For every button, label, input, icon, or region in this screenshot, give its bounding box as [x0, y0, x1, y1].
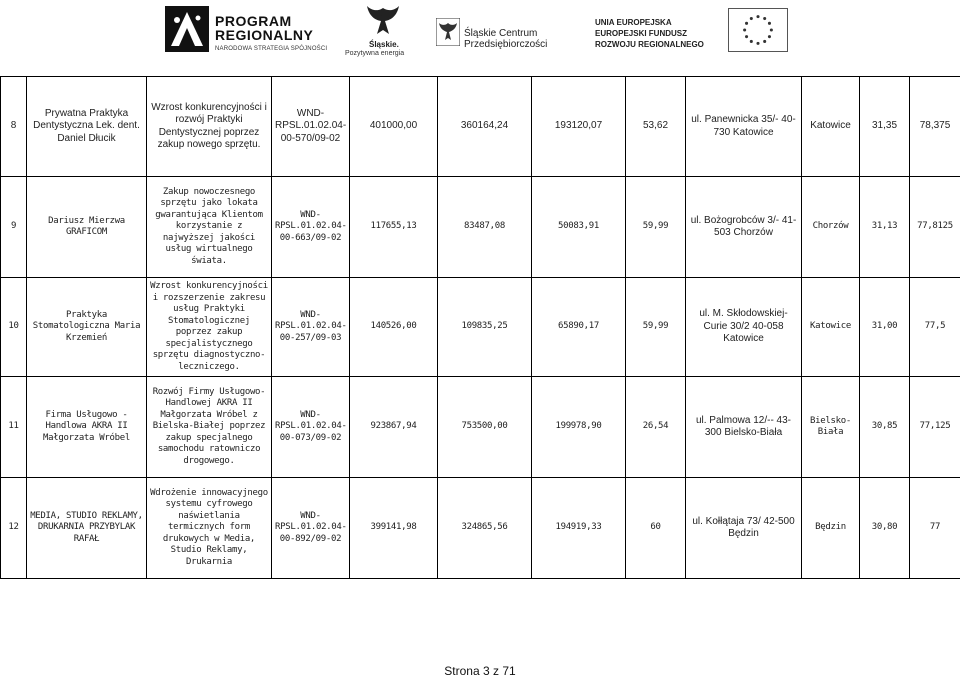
- total-cost-cell: 117655,13: [350, 177, 438, 278]
- ue-logo-line3: ROZWOJU REGIONALNEGO: [595, 40, 704, 49]
- subsidy-amount-cell: 50083,91: [532, 177, 626, 278]
- program-logo-line3: NARODOWA STRATEGIA SPÓJNOŚCI: [215, 46, 328, 52]
- subsidy-amount-cell: 199978,90: [532, 377, 626, 478]
- score-cell: 78,375: [910, 77, 960, 177]
- subsidy-percent-cell: 59,99: [626, 278, 686, 377]
- eligible-cost-cell: 360164,24: [438, 77, 532, 177]
- application-number-cell: WND-RPSL.01.02.04-00-892/09-02: [272, 478, 350, 579]
- subsidy-percent-cell: 59,99: [626, 177, 686, 278]
- project-title-cell: Wzrost konkurencyjności i rozszerzenie zakresu usług Praktyki Stomatologicznej poprzez zakup specjalistycznego sprzętu diagnostyczno-leczniczego.: [147, 278, 272, 377]
- subsidy-amount-cell: 194919,33: [532, 478, 626, 579]
- slaskie-logo-line1: Śląskie.: [369, 40, 399, 49]
- points-cell: 30,80: [860, 478, 910, 579]
- city-cell: Katowice: [802, 77, 860, 177]
- program-regionalny-logo: [165, 4, 328, 56]
- program-regionalny-emblem-icon: [165, 6, 209, 52]
- eu-flag-icon: [728, 8, 788, 52]
- slaskie-logo: [345, 4, 425, 56]
- row-number-cell: 8: [1, 77, 27, 177]
- address-cell: ul. Panewnicka 35/- 40-730 Katowice: [686, 77, 802, 177]
- eligible-cost-cell: 109835,25: [438, 278, 532, 377]
- points-cell: 31,00: [860, 278, 910, 377]
- table-row: [1, 377, 960, 478]
- page-number: Strona 3 z 71: [444, 664, 516, 678]
- city-cell: Chorzów: [802, 177, 860, 278]
- applicant-cell: Dariusz Mierzwa GRAFICOM: [27, 177, 147, 278]
- application-number-cell: WND-RPSL.01.02.04-00-073/09-02: [272, 377, 350, 478]
- eligible-cost-cell: 83487,08: [438, 177, 532, 278]
- slaskie-centrum-logo: [436, 4, 566, 56]
- subsidy-amount-cell: 193120,07: [532, 77, 626, 177]
- applicant-cell: MEDIA, STUDIO REKLAMY, DRUKARNIA PRZYBYLAK RAFAŁ: [27, 478, 147, 579]
- application-number-cell: WND-RPSL.01.02.04-00-663/09-02: [272, 177, 350, 278]
- row-number-cell: 11: [1, 377, 27, 478]
- row-number-cell: 9: [1, 177, 27, 278]
- points-cell: 30,85: [860, 377, 910, 478]
- total-cost-cell: 923867,94: [350, 377, 438, 478]
- unia-europejska-logo: [590, 4, 790, 56]
- address-cell: ul. Bożogrobców 3/- 41-503 Chorzów: [686, 177, 802, 278]
- score-cell: 77,125: [910, 377, 960, 478]
- subsidy-percent-cell: 26,54: [626, 377, 686, 478]
- project-title-cell: Rozwój Firmy Usługowo-Handlowej AKRA II Małgorzata Wróbel z Bielska-Białej poprzez zakup specjalnego samochodu ratowniczo drogowego.: [147, 377, 272, 478]
- program-logo-line2: REGIONALNY: [215, 27, 314, 43]
- score-cell: 77: [910, 478, 960, 579]
- subsidy-amount-cell: 65890,17: [532, 278, 626, 377]
- ue-logo-line2: EUROPEJSKI FUNDUSZ: [595, 29, 688, 38]
- row-number-cell: 10: [1, 278, 27, 377]
- slaskie-eagle-icon: [363, 4, 403, 38]
- points-cell: 31,13: [860, 177, 910, 278]
- table-row: [1, 478, 960, 579]
- city-cell: Katowice: [802, 278, 860, 377]
- centrum-logo-line2: Przedsiębiorczości: [464, 39, 548, 50]
- table-row: [1, 278, 960, 377]
- projects-table: [0, 76, 960, 579]
- applicant-cell: Firma Usługowo - Handlowa AKRA II Małgorzata Wróbel: [27, 377, 147, 478]
- project-title-cell: Zakup nowoczesnego sprzętu jako lokata gwarantująca Klientom korzystanie z najwyższej jakości usług wirtualnego świata.: [147, 177, 272, 278]
- address-cell: ul. M. Skłodowskiej-Curie 30/2 40-058 Katowice: [686, 278, 802, 377]
- city-cell: Bielsko-Biała: [802, 377, 860, 478]
- score-cell: 77,5: [910, 278, 960, 377]
- row-number-cell: 12: [1, 478, 27, 579]
- eligible-cost-cell: 324865,56: [438, 478, 532, 579]
- centrum-logo-line1: Śląskie Centrum: [464, 28, 538, 39]
- table-body: [1, 77, 960, 579]
- subsidy-percent-cell: 53,62: [626, 77, 686, 177]
- table-row: [1, 77, 960, 177]
- table-row: [1, 177, 960, 278]
- project-title-cell: Wzrost konkurencyjności i rozwój Praktyki Dentystycznej poprzez zakup nowego sprzętu.: [147, 77, 272, 177]
- city-cell: Będzin: [802, 478, 860, 579]
- total-cost-cell: 401000,00: [350, 77, 438, 177]
- application-number-cell: WND-RPSL.01.02.04-00-257/09-03: [272, 278, 350, 377]
- program-logo-line1: PROGRAM: [215, 13, 292, 29]
- address-cell: ul. Palmowa 12/-- 43-300 Bielsko-Biała: [686, 377, 802, 478]
- ue-logo-line1: UNIA EUROPEJSKA: [595, 18, 672, 27]
- applicant-cell: Prywatna Praktyka Dentystyczna Lek. dent. Daniel Dłucik: [27, 77, 147, 177]
- subsidy-percent-cell: 60: [626, 478, 686, 579]
- total-cost-cell: 399141,98: [350, 478, 438, 579]
- points-cell: 31,35: [860, 77, 910, 177]
- score-cell: 77,8125: [910, 177, 960, 278]
- applicant-cell: Praktyka Stomatologiczna Maria Krzemień: [27, 278, 147, 377]
- project-title-cell: Wdrożenie innowacyjnego systemu cyfrowego naświetlania termicznych form drukowych w Media, Studio Reklamy, Drukarnia: [147, 478, 272, 579]
- total-cost-cell: 140526,00: [350, 278, 438, 377]
- application-number-cell: WND-RPSL.01.02.04-00-570/09-02: [272, 77, 350, 177]
- header-logo-bar: [0, 0, 960, 62]
- centrum-eagle-icon: [436, 18, 460, 46]
- address-cell: ul. Kołłątaja 73/ 42-500 Będzin: [686, 478, 802, 579]
- eligible-cost-cell: 753500,00: [438, 377, 532, 478]
- slaskie-logo-line2: Pozytywna energia: [345, 50, 405, 57]
